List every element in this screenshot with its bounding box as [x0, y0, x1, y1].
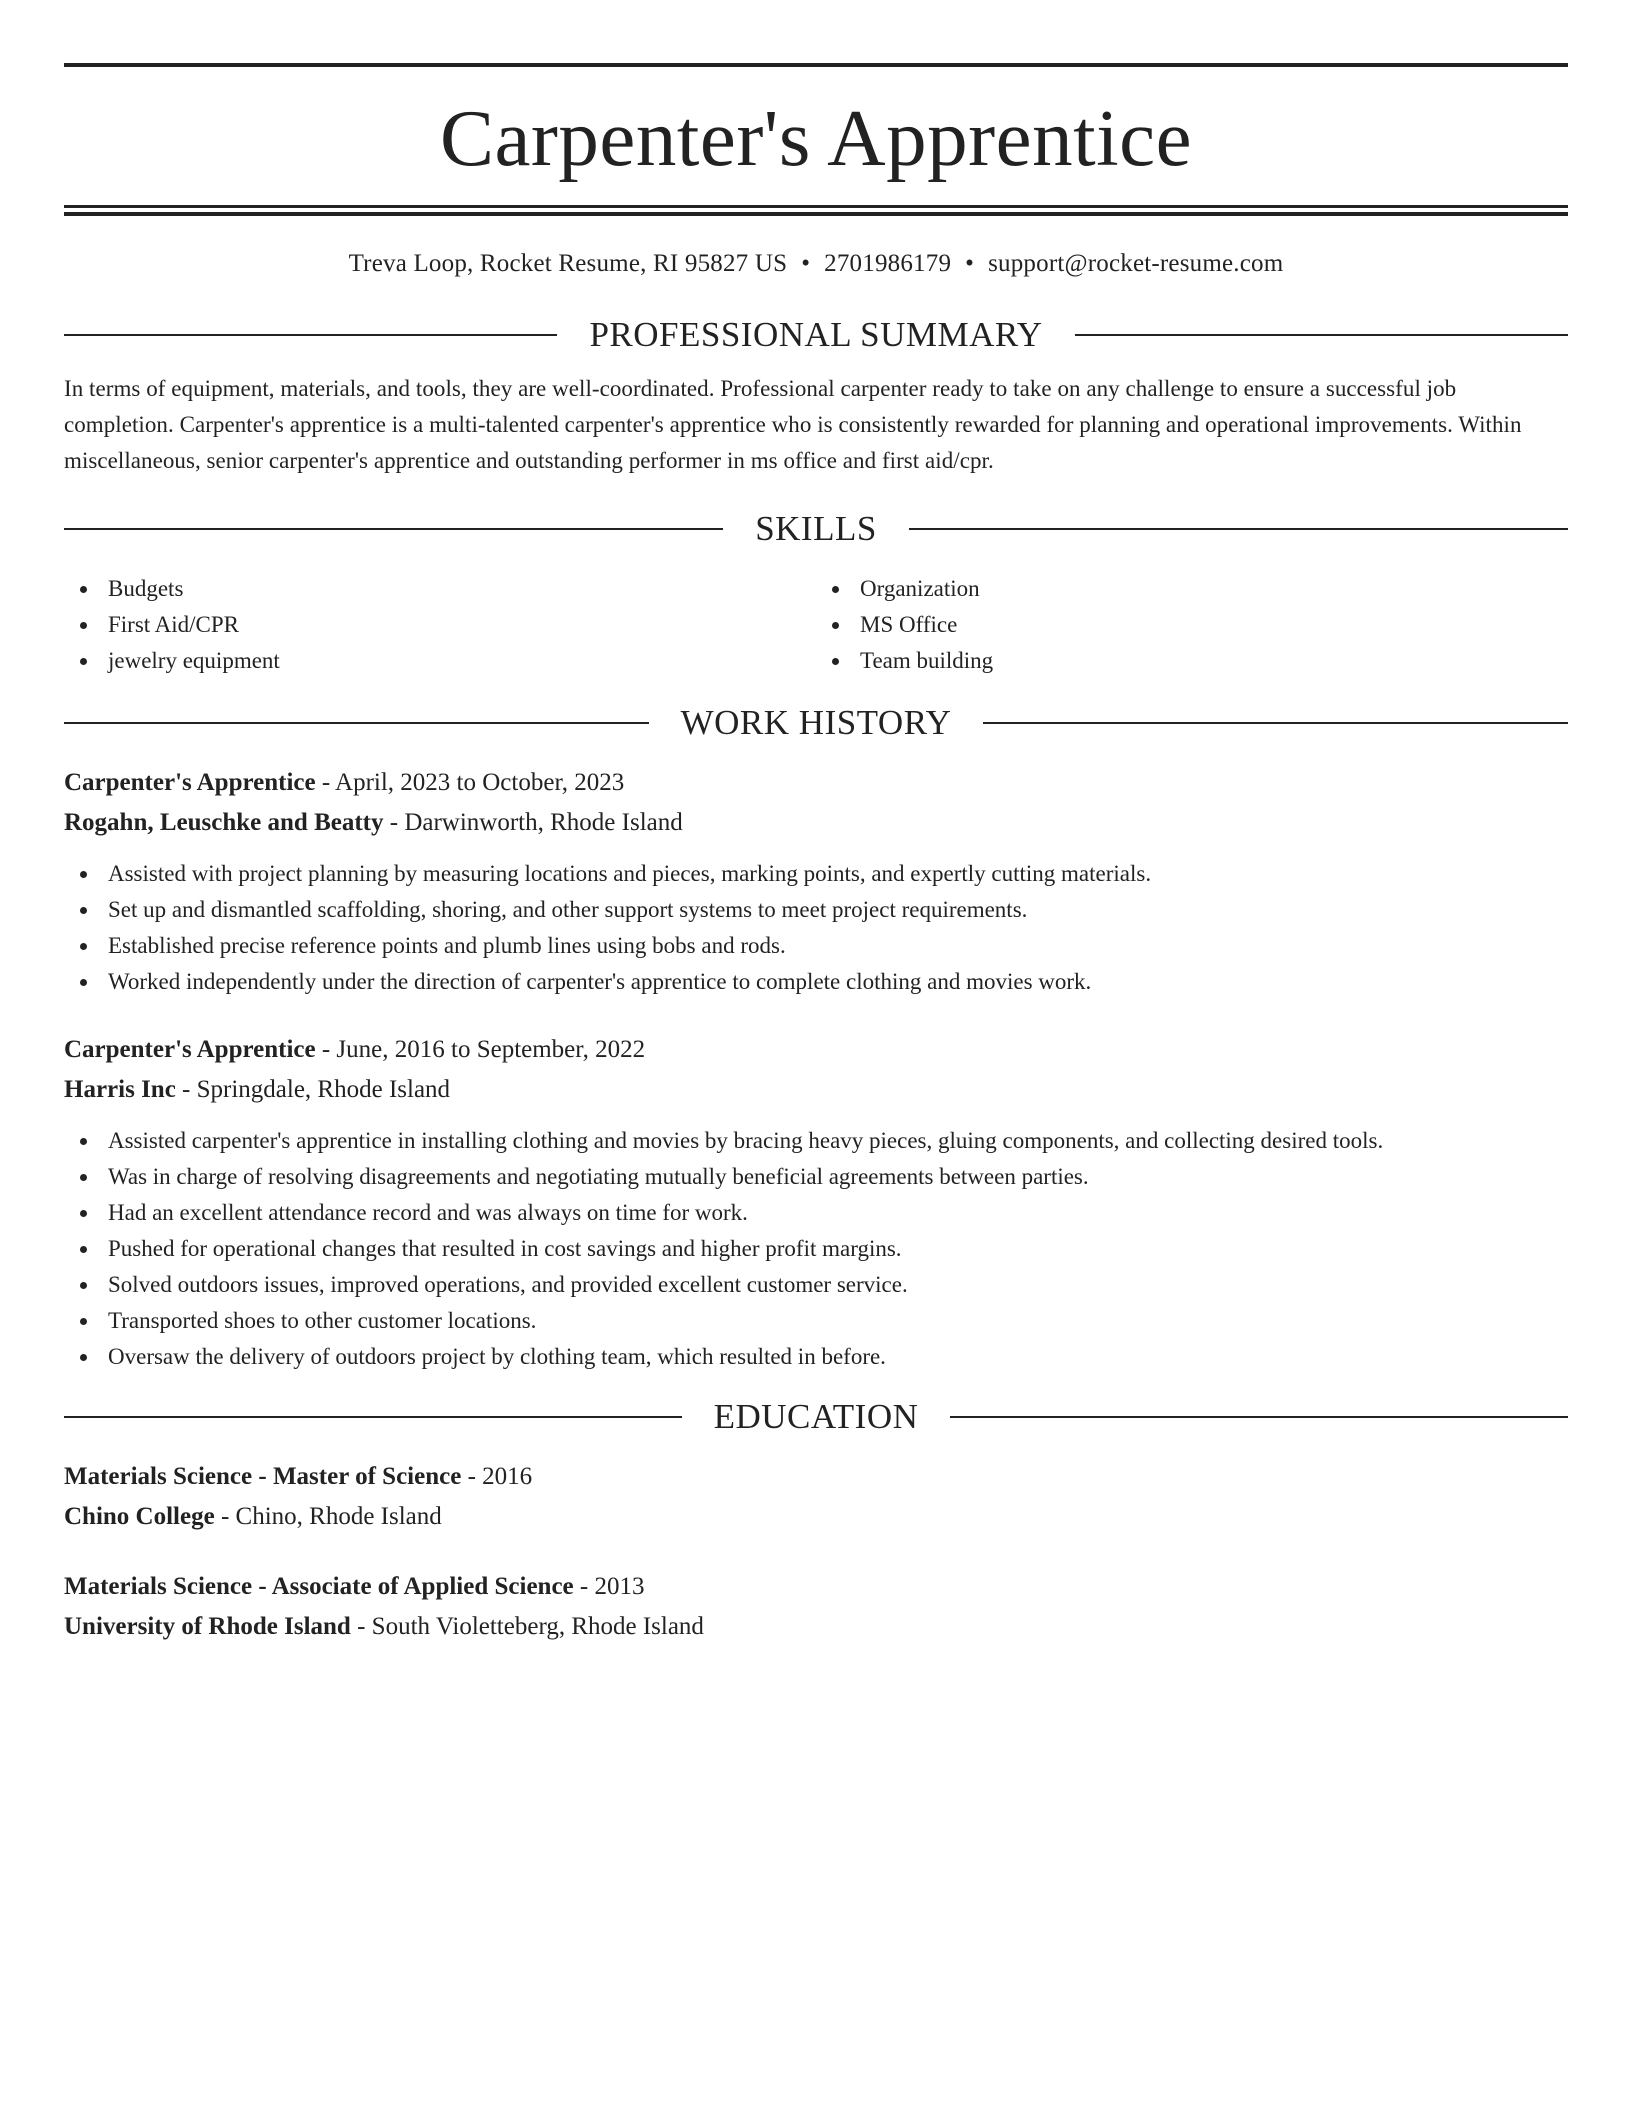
- job-bullet: Transported shoes to other customer locations.: [64, 1303, 1568, 1339]
- section-title: PROFESSIONAL SUMMARY: [589, 315, 1043, 354]
- job-company-line: [64, 1070, 1568, 1110]
- heading-rule: [909, 528, 1568, 530]
- contact-phone: 2701986179: [824, 250, 952, 277]
- heading-rule: [64, 722, 649, 724]
- education-degree: Materials Science - Master of Science: [64, 1463, 462, 1490]
- job-bullet: Assisted carpenter's apprentice in installing clothing and movies by bracing heavy pieces, gluing components, and collecting desired tools.: [64, 1123, 1568, 1159]
- resume-name: Carpenter's Apprentice: [439, 93, 1193, 183]
- job-bullet: Oversaw the delivery of outdoors project by clothing team, which resulted in before.: [64, 1339, 1568, 1375]
- contact-email: support@rocket-resume.com: [988, 250, 1284, 277]
- education-school: Chino College: [64, 1503, 215, 1530]
- skill-item: First Aid/CPR: [64, 607, 816, 643]
- job-bullet: Set up and dismantled scaffolding, shoring, and other support systems to meet project requirements.: [64, 892, 1568, 928]
- contact-separator: •: [801, 250, 811, 277]
- job-bullets: [64, 1123, 1568, 1375]
- skills-column-right: [816, 571, 1568, 679]
- job-company-line: [64, 803, 1568, 843]
- education-entry: [64, 1567, 1568, 1647]
- job-company: Rogahn, Leuschke and Beatty: [64, 809, 384, 836]
- top-rule: [64, 63, 1568, 67]
- job-title: Carpenter's Apprentice: [64, 769, 316, 796]
- job-entry: [64, 763, 1568, 1000]
- skill-item: jewelry equipment: [64, 643, 816, 679]
- job-bullet: Was in charge of resolving disagreements and negotiating mutually beneficial agreements between parties.: [64, 1159, 1568, 1195]
- skills-column-left: [64, 571, 816, 679]
- summary-text: In terms of equipment, materials, and tools, they are well-coordinated. Professional carpenter ready to take on any challenge to ensure a successful job completion. Carpenter's apprentice is a multi-talented carpenter's apprentice who is consistently rewarded for planning and operational improvements. Within miscellaneous, senior carpenter's apprentice and outstanding performer in ms office and first aid/cpr.: [64, 376, 1522, 473]
- job-bullet: Worked independently under the direction of carpenter's apprentice to complete clothing and movies work.: [64, 964, 1568, 1000]
- education-year: - 2013: [579, 1573, 645, 1600]
- skill-item: Budgets: [64, 571, 816, 607]
- heading-rule: [64, 528, 723, 530]
- job-dates: - June, 2016 to September, 2022: [321, 1036, 646, 1063]
- section-title: SKILLS: [755, 509, 877, 548]
- contact-separator: •: [965, 250, 975, 277]
- contact-line: [64, 249, 1568, 279]
- double-rule: [64, 205, 1568, 216]
- job-title-line: [64, 1030, 1568, 1070]
- section-title: WORK HISTORY: [680, 703, 952, 742]
- education-degree-line: [64, 1567, 1568, 1607]
- skills-list: [64, 571, 1568, 679]
- job-entry: [64, 1030, 1568, 1375]
- heading-rule: [64, 1416, 682, 1418]
- skill-item: Team building: [816, 643, 1568, 679]
- education-entry: [64, 1457, 1568, 1537]
- section-heading-education: [64, 1397, 1568, 1437]
- education-school-line: [64, 1497, 1568, 1537]
- job-bullet: Solved outdoors issues, improved operations, and provided excellent customer service.: [64, 1267, 1568, 1303]
- education-year: - 2016: [467, 1463, 533, 1490]
- section-heading-skills: [64, 509, 1568, 549]
- job-bullets: [64, 856, 1568, 1000]
- skill-item: MS Office: [816, 607, 1568, 643]
- education-location: - Chino, Rhode Island: [220, 1503, 442, 1530]
- education-degree-line: [64, 1457, 1568, 1497]
- education-location: - South Violetteberg, Rhode Island: [357, 1613, 704, 1640]
- job-title: Carpenter's Apprentice: [64, 1036, 316, 1063]
- heading-rule: [950, 1416, 1568, 1418]
- job-bullet: Assisted with project planning by measuring locations and pieces, marking points, and expertly cutting materials.: [64, 856, 1568, 892]
- job-location: - Springdale, Rhode Island: [182, 1076, 451, 1103]
- education-degree: Materials Science - Associate of Applied Science: [64, 1573, 574, 1600]
- section-heading-summary: [64, 315, 1568, 355]
- job-title-line: [64, 763, 1568, 803]
- heading-rule: [64, 334, 557, 336]
- section-title: EDUCATION: [713, 1397, 919, 1436]
- job-dates: - April, 2023 to October, 2023: [321, 769, 625, 796]
- education-school-line: [64, 1607, 1568, 1647]
- education-school: University of Rhode Island: [64, 1613, 351, 1640]
- skill-item: Organization: [816, 571, 1568, 607]
- job-bullet: Pushed for operational changes that resulted in cost savings and higher profit margins.: [64, 1231, 1568, 1267]
- job-bullet: Had an excellent attendance record and was always on time for work.: [64, 1195, 1568, 1231]
- job-company: Harris Inc: [64, 1076, 176, 1103]
- section-heading-work: [64, 703, 1568, 743]
- job-location: - Darwinworth, Rhode Island: [389, 809, 683, 836]
- heading-rule: [983, 722, 1568, 724]
- job-bullet: Established precise reference points and plumb lines using bobs and rods.: [64, 928, 1568, 964]
- contact-address: Treva Loop, Rocket Resume, RI 95827 US: [348, 250, 788, 277]
- heading-rule: [1075, 334, 1568, 336]
